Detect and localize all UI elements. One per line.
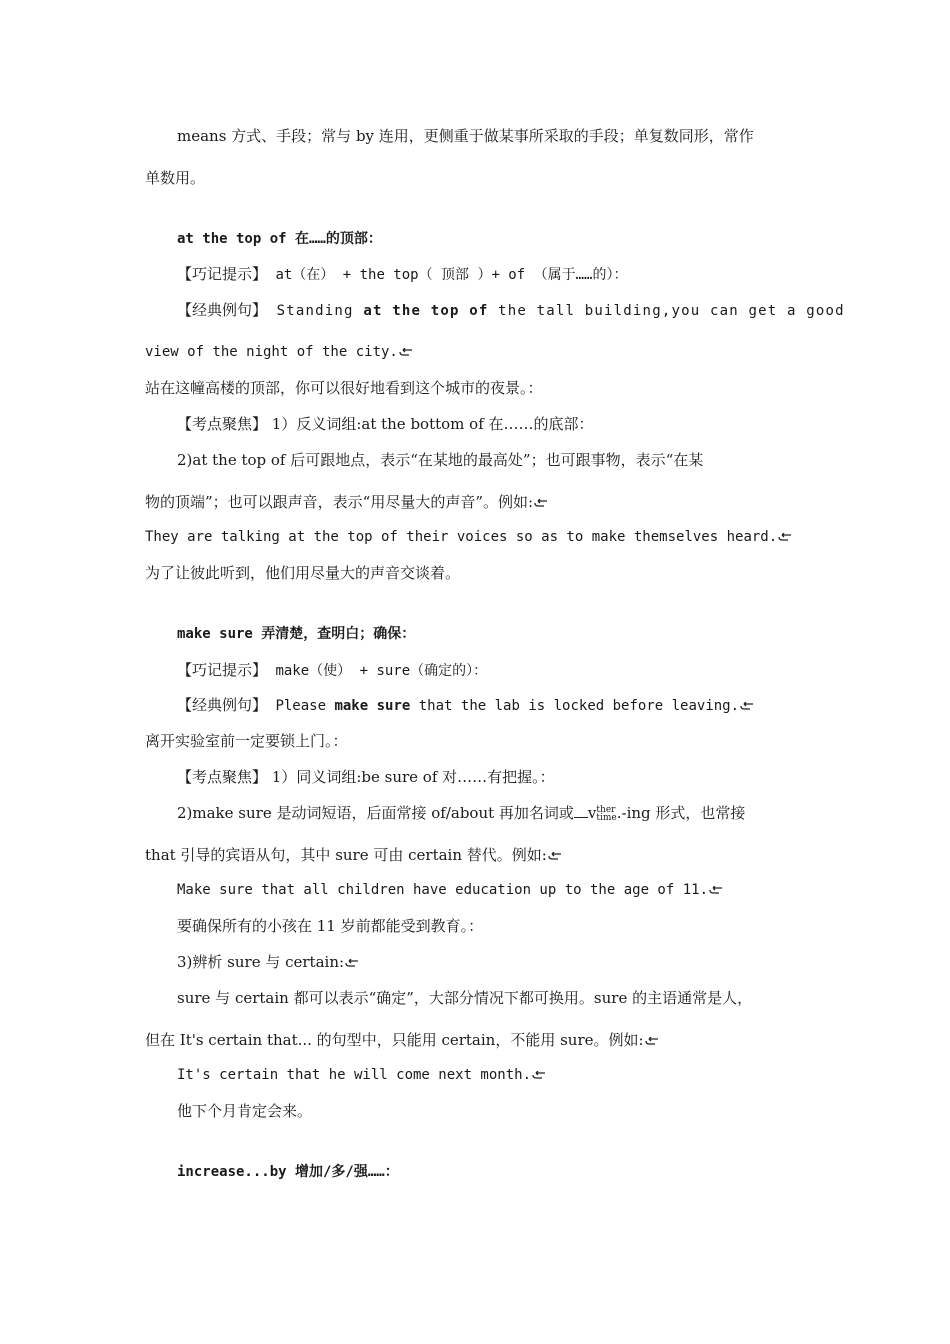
focus-text-2a: 2)make sure 是动词短语，后面常接 of/about 再加名词或 [177,804,574,822]
focus-v: v [587,804,597,822]
example-text-c: that the lab is locked before leaving. [410,698,740,714]
focus-line-2-make-sure [177,803,745,823]
example-2-translation: 为了让彼此听到，他们用尽量大的声音交谈着。 [145,564,461,582]
focus-text-2b: 物的顶端”；也可以跟声音，表示“用尽量大的声音”。例如: [145,493,534,511]
example-2-at-top [145,527,792,547]
focus-line-4-make-sure [177,952,359,972]
example-text-c: the tall building,you can get a good [488,303,845,319]
underline-blank [574,805,588,818]
focus-line-3-make-sure [145,845,562,865]
example-4-text: It's certain that he will come next month. [177,1067,532,1083]
focus-text-2a-post: .-ing 形式，也常接 [616,804,746,822]
example-text-cont: view of the night of the city. [145,344,398,360]
example-text-bold: make sure [334,698,411,714]
return-arrow-icon [709,886,723,894]
heading-at-the-top-of: at the top of 在……的顶部： [177,231,382,247]
example-text-a: Please [267,698,335,714]
example-text-bold: at the top of [363,303,489,319]
return-arrow-icon [740,702,754,710]
heading-increase-by: increase...by 增加/多/强……： [177,1164,399,1180]
example-3-make-sure [177,880,723,900]
means-line-1: means 方式、手段；常与 by 连用，更侧重于做某事所采取的手段；单复数同形，常作 [177,127,754,145]
return-arrow-icon [345,959,359,967]
return-arrow-icon [399,348,413,356]
translation-at-top: 站在这幢高楼的顶部，你可以很好地看到这个城市的夜景。： [145,379,543,397]
focus-label: 【考点聚焦】 [177,415,268,433]
focus-line-1-make-sure [177,767,555,787]
tip-label: 【巧记提示】 [177,661,268,679]
return-arrow-icon [778,533,792,541]
example-label: 【经典例句】 [177,696,268,714]
example-3-translation: 要确保所有的小孩在 11 岁前都能受到教育。： [177,917,484,935]
tip-line-make-sure [177,660,487,681]
example-label: 【经典例句】 [177,301,268,319]
return-arrow-icon [534,499,548,507]
focus-text-2b: that 引导的宾语从句，其中 sure 可由 certain 替代。例如: [145,846,547,864]
return-arrow-icon [645,1037,659,1045]
compare-line-1: sure 与 certain 都可以表示“确定”，大部分情况下都可换用。sure 的主语通常是人， [177,989,753,1007]
example-4-translation: 他下个月肯定会来。 [177,1102,313,1120]
focus-text-3: 3)辨析 sure 与 certain: [177,953,345,971]
compare-line-2 [145,1030,659,1050]
tip-label: 【巧记提示】 [177,265,268,283]
return-arrow-icon [532,1071,546,1079]
focus-text-1: 1）反义词组:at the bottom of 在……的底部： [267,415,594,433]
tip-text: at（在） + the top（ 顶部 ）+ of （属于……的）： [267,267,628,283]
example-4-make-sure [177,1065,546,1085]
example-line-at-top-2 [145,342,413,362]
return-arrow-icon [548,852,562,860]
example-text-a: Standing [267,303,364,319]
translation-make-sure: 离开实验室前一定要锁上门。： [145,732,348,750]
focus-line-3-at-top [145,492,548,512]
example-line-at-top [177,300,845,321]
means-line-2: 单数用。 [145,169,206,187]
focus-line-2-at-top: 2)at the top of 后可跟地点，表示“在某地的最高处”；也可跟事物，表示“在某 [177,451,704,469]
focus-text-1: 1）同义词组:be sure of 对……有把握。： [267,768,555,786]
superscript-fragment: ther time [596,805,617,823]
tip-line-at-top [177,264,627,285]
example-3-text: Make sure that all children have education up to the age of 11. [177,882,709,898]
heading-make-sure: make sure 弄清楚，查明白；确保： [177,626,416,642]
compare-text-2: 但在 It's certain that... 的句型中，只能用 certain，不能用 sure。例如: [145,1031,644,1049]
example-2-text: They are talking at the top of their voices so as to make themselves heard. [145,529,778,545]
focus-label: 【考点聚焦】 [177,768,268,786]
example-line-make-sure [177,695,754,716]
focus-line-1-at-top [177,414,594,434]
tip-text: make（使） + sure（确定的）： [267,663,488,679]
